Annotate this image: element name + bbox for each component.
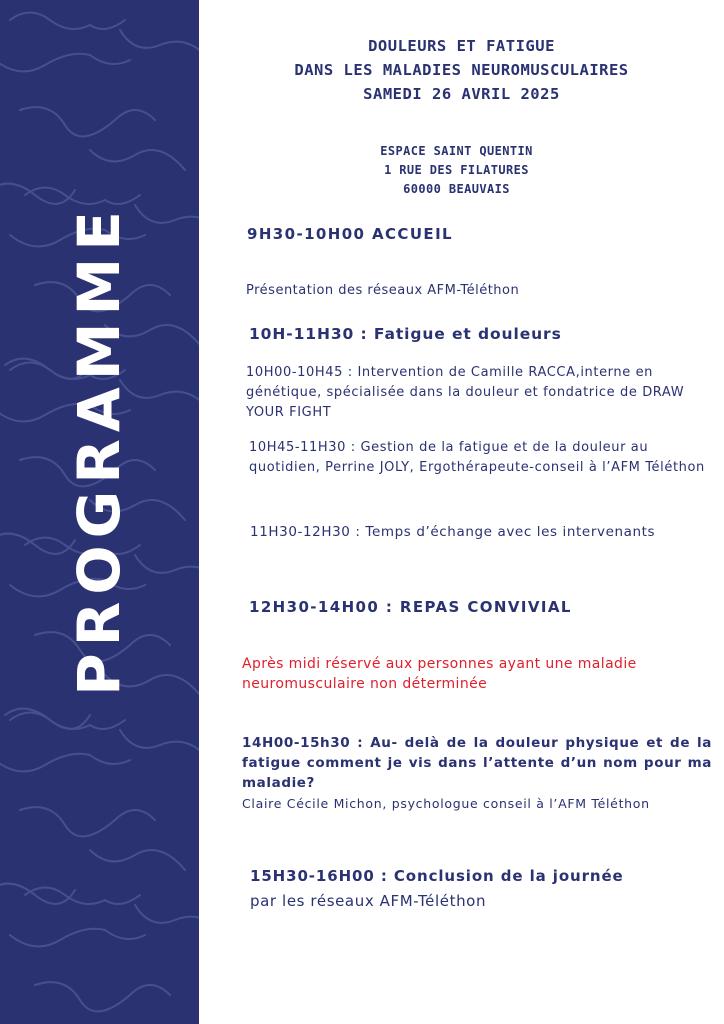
wave-stroke: [135, 555, 199, 580]
event-header: [199, 34, 724, 106]
conclusion-subtitle: par les réseaux AFM-Téléthon: [250, 892, 487, 910]
repas-heading: 12H30-14H00 : REPAS CONVIVIAL: [249, 598, 572, 616]
wave-stroke: [135, 905, 199, 930]
session-afternoon-speaker: Claire Cécile Michon, psychologue conseil à l’AFM Téléthon: [242, 796, 650, 811]
session-afternoon-title: 14H00-15h30 : Au- delà de la douleur physique et de la fatigue comment je vis dans l’attente d’un nom pour ma maladie?: [242, 735, 712, 791]
wave-stroke: [10, 13, 125, 30]
wave-stroke: [90, 850, 185, 870]
accueil-heading: 9H30-10H00 ACCUEIL: [247, 225, 454, 243]
wave-stroke: [10, 929, 145, 947]
conclusion-time: 15H30-16H00 :: [250, 867, 394, 885]
conclusion-heading: [250, 867, 624, 885]
section-fatigue-douleurs-heading: 10H-11H30 : Fatigue et douleurs: [249, 325, 562, 343]
wave-stroke: [120, 730, 199, 755]
programme-vertical-title: PROGRAMME: [65, 204, 133, 696]
wave-stroke: [35, 982, 170, 1011]
main-content: [199, 0, 724, 1024]
wave-stroke: [120, 30, 199, 55]
wave-stroke: [135, 205, 199, 230]
venue-street: 1 RUE DES FILATURES: [384, 163, 529, 177]
conclusion-title: Conclusion de la journée: [393, 867, 624, 885]
event-title-line-1: DOULEURS ET FATIGUE: [368, 37, 555, 55]
venue-name: ESPACE SAINT QUENTIN: [380, 144, 533, 158]
venue-address: [199, 142, 714, 199]
presentation-text: Présentation des réseaux AFM-Téléthon: [246, 283, 520, 298]
wave-stroke: [20, 807, 155, 836]
wave-stroke: [25, 888, 140, 905]
event-title-line-2: DANS LES MALADIES NEUROMUSCULAIRES: [294, 61, 629, 79]
afternoon-note: Après midi réservé aux personnes ayant une maladie neuromusculaire non déterminée: [242, 656, 637, 692]
sidebar-panel: [0, 0, 199, 1024]
venue-city: 60000 BEAUVAIS: [403, 182, 510, 196]
event-date: SAMEDI 26 AVRIL 2025: [363, 85, 560, 103]
program-item-joly: 10H45-11H30 : Gestion de la fatigue et de la douleur au quotidien, Perrine JOLY, Ergothérapeute-conseil à l’AFM Téléthon: [249, 440, 705, 475]
wave-stroke: [0, 54, 130, 72]
program-item-racca: 10H00-10H45 : Intervention de Camille RACCA,interne en génétique, spécialisée dans la douleur et fondatrice de DRAW YOUR FIGHT: [246, 365, 685, 420]
program-item-echange: 11H30-12H30 : Temps d’échange avec les intervenants: [250, 524, 656, 540]
